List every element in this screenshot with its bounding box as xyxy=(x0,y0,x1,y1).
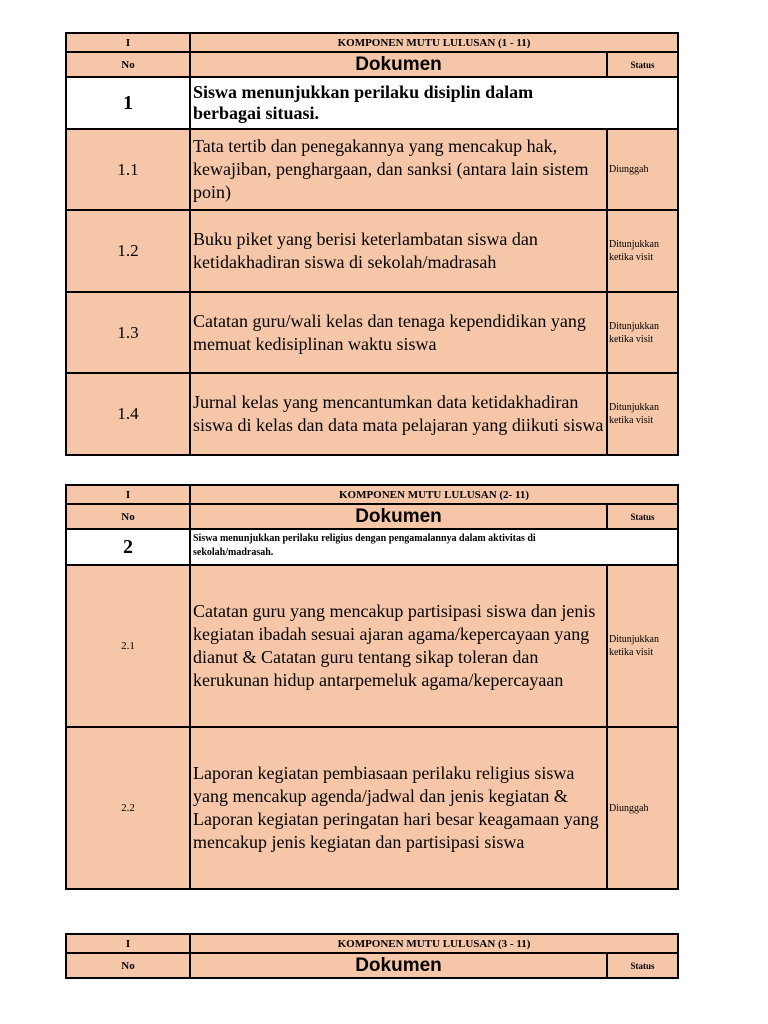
column-dokumen: Dokumen xyxy=(190,504,607,529)
table-row xyxy=(66,373,678,455)
column-header-row xyxy=(66,52,678,77)
column-status: Status xyxy=(607,52,678,77)
header-title: KOMPONEN MUTU LULUSAN (1 - 11) xyxy=(190,33,678,52)
row-number: 1.1 xyxy=(66,129,190,210)
column-status: Status xyxy=(607,504,678,529)
column-status: Status xyxy=(607,953,678,978)
row-number: 1.3 xyxy=(66,292,190,373)
row-document: Buku piket yang berisi keterlambatan siswa dan ketidakhadiran siswa di sekolah/madrasah xyxy=(190,210,607,292)
section-title: Siswa menunjukkan perilaku religius dengan pengamalannya dalam aktivitas di sekolah/madrasah. xyxy=(190,529,678,565)
table-komponen-2 xyxy=(65,484,679,890)
table-komponen-3 xyxy=(65,933,679,979)
row-number: 2.2 xyxy=(66,727,190,889)
row-document: Tata tertib dan penegakannya yang mencakup hak, kewajiban, penghargaan, dan sanksi (antara lain sistem poin) xyxy=(190,129,607,210)
column-no: No xyxy=(66,504,190,529)
section-number: 1 xyxy=(66,77,190,129)
section-row xyxy=(66,77,678,129)
header-title: KOMPONEN MUTU LULUSAN (2- 11) xyxy=(190,485,678,504)
header-roman: I xyxy=(66,934,190,953)
column-header-row xyxy=(66,504,678,529)
table-row xyxy=(66,292,678,373)
row-number: 2.1 xyxy=(66,565,190,727)
table-header-row xyxy=(66,934,678,953)
column-no: No xyxy=(66,52,190,77)
table-row xyxy=(66,727,678,889)
row-number: 1.4 xyxy=(66,373,190,455)
section-title: Siswa menunjukkan perilaku disiplin dalam berbagai situasi. xyxy=(190,77,678,129)
column-dokumen: Dokumen xyxy=(190,52,607,77)
header-title: KOMPONEN MUTU LULUSAN (3 - 11) xyxy=(190,934,678,953)
table-header-row xyxy=(66,485,678,504)
table-row xyxy=(66,565,678,727)
header-roman: I xyxy=(66,485,190,504)
table-header-row xyxy=(66,33,678,52)
column-header-row xyxy=(66,953,678,978)
section-number: 2 xyxy=(66,529,190,565)
table-row xyxy=(66,210,678,292)
table-komponen-1 xyxy=(65,32,679,456)
header-roman: I xyxy=(66,33,190,52)
section-row xyxy=(66,529,678,565)
row-status: Ditunjukkan ketika visit xyxy=(607,565,678,727)
row-document: Catatan guru yang mencakup partisipasi siswa dan jenis kegiatan ibadah sesuai ajaran agama/kepercayaan yang dianut & Catatan guru tentang sikap toleran dan kerukunan hidup antarpemeluk agama/kepercayaan xyxy=(190,565,607,727)
row-status: Diunggah xyxy=(607,727,678,889)
table-row xyxy=(66,129,678,210)
row-status: Ditunjukkan ketika visit xyxy=(607,292,678,373)
row-number: 1.2 xyxy=(66,210,190,292)
row-document: Laporan kegiatan pembiasaan perilaku religius siswa yang mencakup agenda/jadwal dan jenis kegiatan & Laporan kegiatan peringatan hari besar keagamaan yang mencakup jenis kegiatan dan partisipasi siswa xyxy=(190,727,607,889)
row-document: Jurnal kelas yang mencantumkan data ketidakhadiran siswa di kelas dan data mata pelajaran yang diikuti siswa xyxy=(190,373,607,455)
row-document: Catatan guru/wali kelas dan tenaga kependidikan yang memuat kedisiplinan waktu siswa xyxy=(190,292,607,373)
row-status: Ditunjukkan ketika visit xyxy=(607,373,678,455)
row-status: Diunggah xyxy=(607,129,678,210)
row-status: Ditunjukkan ketika visit xyxy=(607,210,678,292)
column-dokumen: Dokumen xyxy=(190,953,607,978)
column-no: No xyxy=(66,953,190,978)
